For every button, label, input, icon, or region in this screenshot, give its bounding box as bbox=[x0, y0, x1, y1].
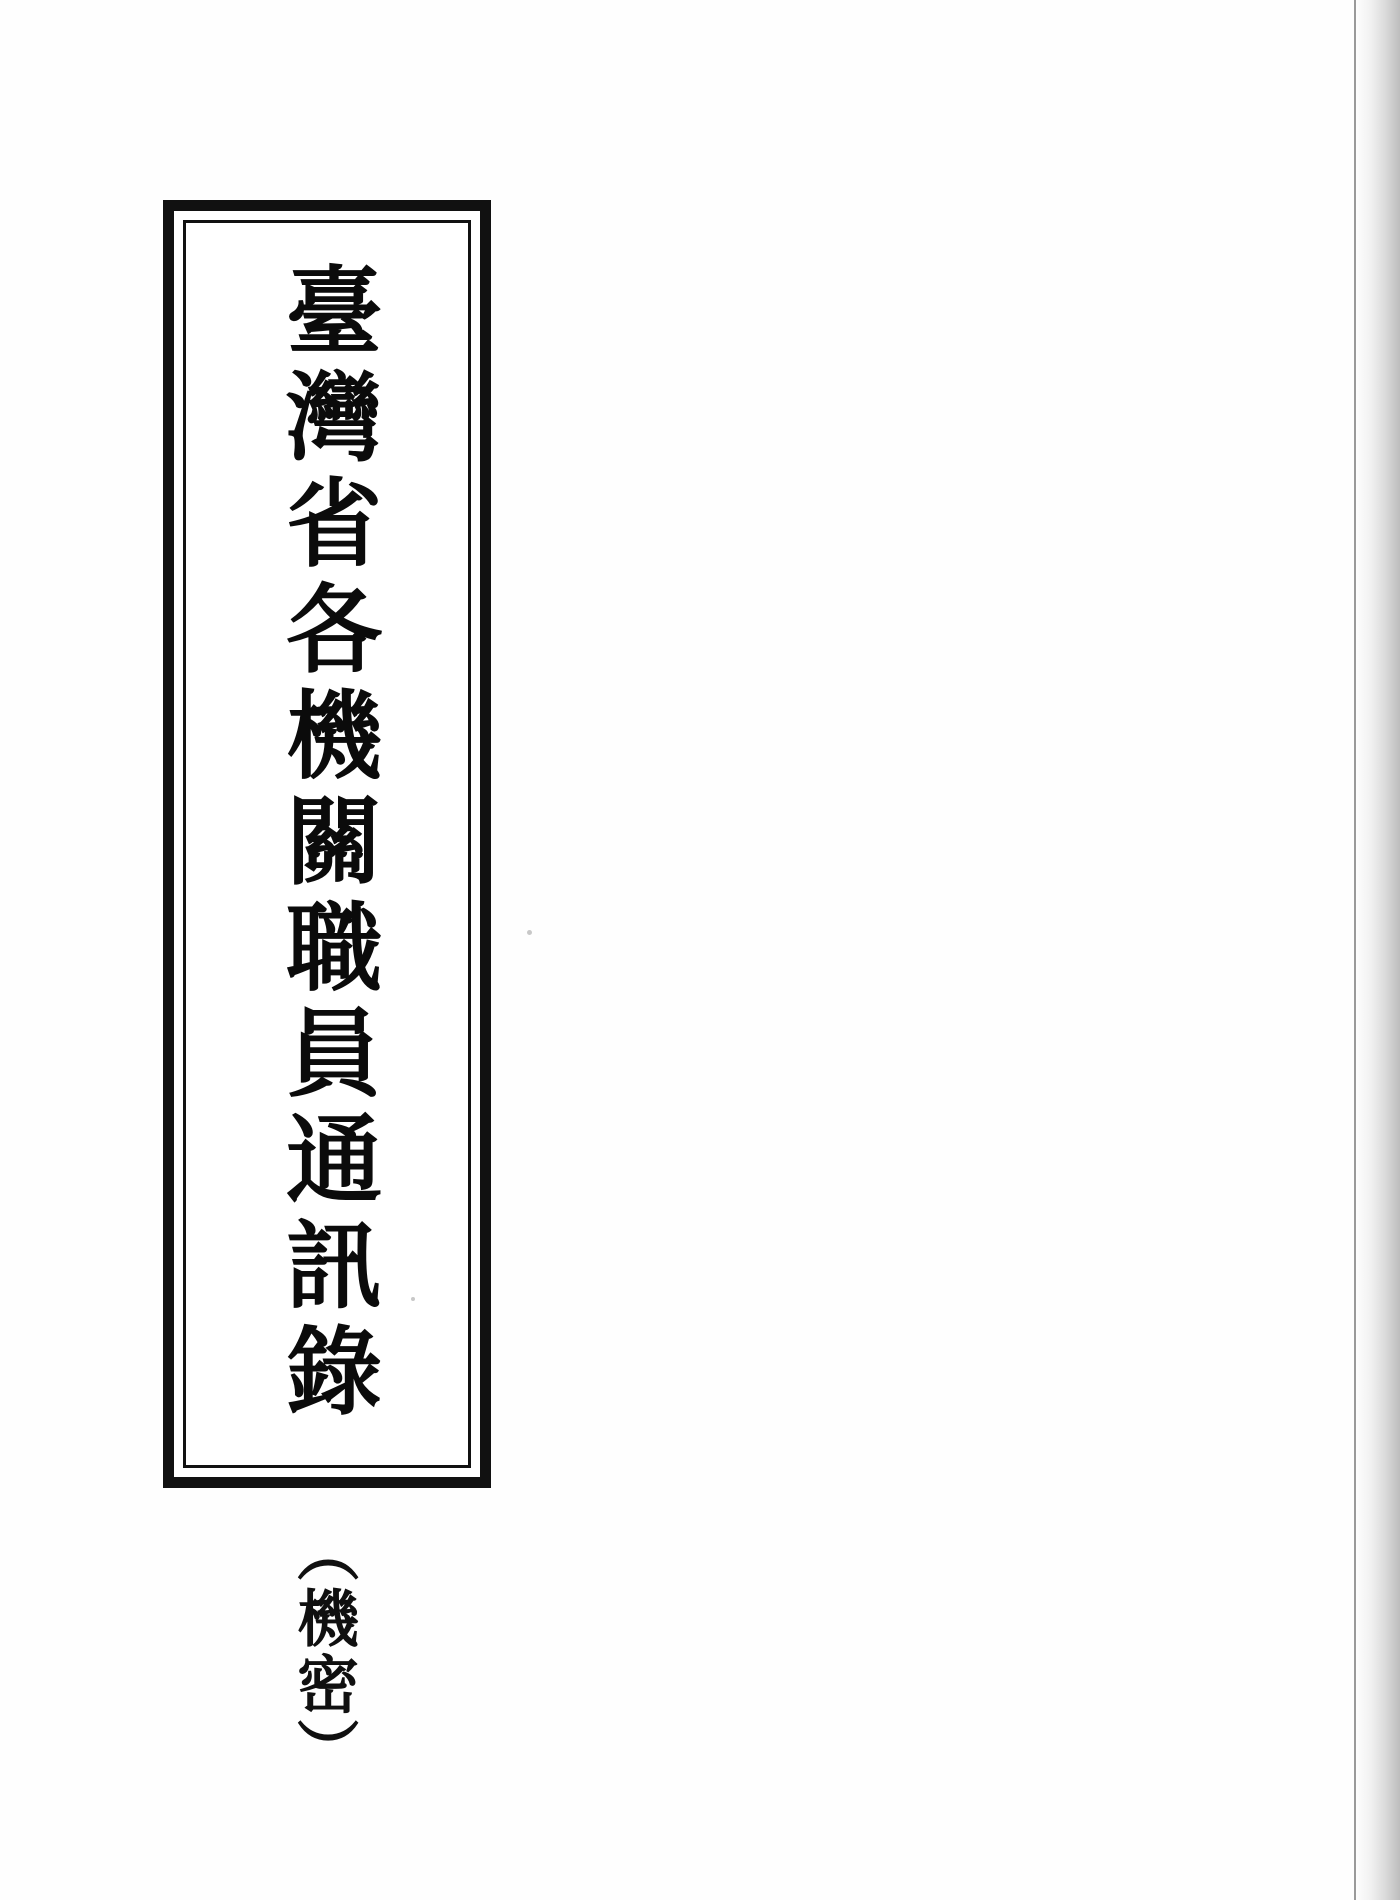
title-cartouche bbox=[163, 200, 491, 1488]
classification-mark-label: （機密） bbox=[286, 1520, 360, 1784]
classification-mark bbox=[258, 1520, 388, 1784]
scan-edge-shadow bbox=[1354, 0, 1400, 1900]
scan-speckle bbox=[411, 1297, 415, 1301]
page-title: 臺灣省各機關職員通訊錄 bbox=[270, 261, 384, 1427]
scan-edge-line bbox=[1354, 0, 1356, 1900]
title-text-block bbox=[186, 223, 468, 1465]
title-cartouche-inner-rule bbox=[183, 220, 471, 1468]
scan-speckle bbox=[527, 930, 532, 935]
